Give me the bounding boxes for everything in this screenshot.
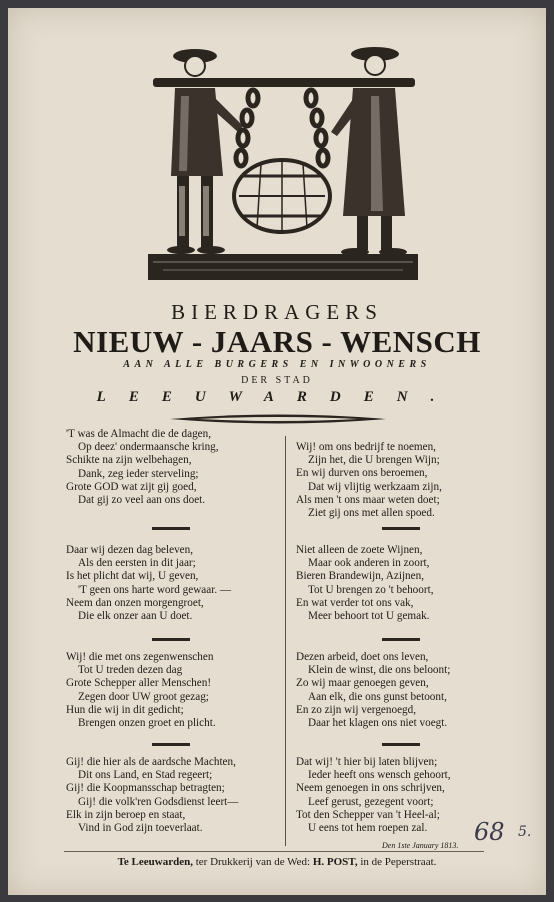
title-bierdragers: BIERDRAGERS	[171, 300, 383, 324]
stanza-right-2	[296, 544, 516, 623]
imprint-street: in de Peperstraat.	[357, 856, 437, 868]
verse-line: Dezen arbeid, doet ons leven,	[296, 651, 429, 663]
verse-line: Brengen onzen groet en plicht.	[78, 717, 216, 730]
verse-line: Gij! die Koopmansschap betragten;	[66, 782, 225, 795]
stanza-separator	[152, 638, 190, 641]
verse-line: Vind in God zijn toeverlaat.	[78, 822, 203, 835]
verse-line: Wij! die met ons zegenwenschen	[66, 651, 214, 663]
stanza-left-3	[66, 651, 278, 730]
verse-line: Aan elk, die ons gunst betoont,	[308, 690, 447, 703]
broadside-sheet	[8, 8, 546, 895]
verse-line: En wat verder tot ons vak,	[296, 596, 414, 609]
verse-line: Neem dan onzen morgengroet,	[66, 596, 204, 609]
verse-line: Gij! die volk'ren Godsdienst leert—	[78, 795, 239, 808]
imprint-place: Te Leeuwarden,	[117, 856, 193, 868]
verse-line: Grote Schepper aller Menschen!	[66, 677, 212, 690]
verse-line: En wij durven ons beroemen,	[296, 467, 428, 480]
verse-line: Meer behoort tot U gemak.	[308, 610, 430, 623]
verse-line: Hun die wij in dit gedicht;	[66, 703, 184, 716]
verse-line: Als men 't ons maar weten doet;	[296, 493, 440, 506]
subtitle-der-stad: DER STAD	[241, 375, 313, 386]
imprint-printer: ter Drukkerij van de Wed:	[192, 856, 313, 868]
verse-line: Ziet gij ons met allen spoed.	[308, 507, 435, 520]
verse-line: Daar het klagen ons niet voegt.	[308, 717, 448, 730]
title-nieuw-jaars-wensch: NIEUW - JAARS - WENSCH	[73, 324, 481, 359]
verse-line: Ieder heeft ons wensch gehoort,	[308, 769, 451, 782]
verse-line: Daar wij dezen dag beleven,	[66, 544, 194, 556]
verse-line: 'T geen ons harte word gewaar. —	[78, 583, 232, 596]
stanza-left-2	[66, 544, 278, 623]
stanza-left-1	[66, 428, 278, 507]
verse-line: Grote GOD wat zijt gij goed,	[66, 480, 197, 493]
verse-line: Zo wij maar genoegen geven,	[296, 677, 429, 690]
verse-line: Tot U brengen zo 't behoort,	[308, 583, 434, 596]
verse-line: Dit ons Land, en Stad regeert;	[78, 769, 213, 782]
verse-line: Is het plicht dat wij, U geven,	[66, 570, 199, 583]
woodcut-beer-porters-illustration	[143, 36, 423, 286]
verse-line: 'T was de Almacht die de dagen,	[66, 428, 212, 440]
stanza-right-3	[296, 651, 516, 730]
verse-line: Dat gij zo veel aan ons doet.	[78, 494, 206, 507]
verse-line: Klein de winst, die ons beloont;	[308, 664, 451, 677]
verse-line: Niet alleen de zoete Wijnen,	[296, 544, 423, 556]
subtitle-aan-alle-burgers: AAN ALLE BURGERS EN INWOONERS	[123, 359, 431, 370]
verse-line: Zijn het, die U brengen Wijn;	[308, 454, 440, 467]
verse-line: Dat wij! 't hier bij laten blijven;	[296, 756, 438, 768]
column-divider	[285, 436, 286, 846]
stanza-separator	[382, 743, 420, 746]
verse-line: Bieren Brandewijn, Azijnen,	[296, 570, 425, 583]
subtitle-leeuwarden: LEEUWARDEN.	[96, 389, 458, 405]
ornamental-rule	[168, 412, 388, 426]
stanza-right-1	[296, 441, 516, 520]
stanza-separator	[382, 527, 420, 530]
verse-line: Die elk onzer aan U doet.	[78, 610, 193, 623]
footer-rule	[64, 851, 484, 852]
verse-line: Als den eersten in dit jaar;	[78, 557, 196, 570]
verse-line: Dat wij vlijtig werkzaam zijn,	[308, 480, 442, 493]
verse-line: En zo zijn wij vergenoegd,	[296, 703, 417, 716]
verse-line: Tot den Schepper van 't Heel-al;	[296, 808, 440, 821]
verse-line: Elk in zijn beroep en staat,	[66, 808, 186, 821]
verse-line: Maar ook anderen in zoort,	[308, 557, 430, 570]
date-note: Den 1ste January 1813.	[382, 841, 459, 850]
verse-line: Op deez' ondermaansche kring,	[78, 441, 219, 454]
handwritten-suffix: 5.	[518, 824, 532, 840]
stanza-separator	[152, 743, 190, 746]
verse-line: Tot U treden dezen dag	[78, 664, 183, 677]
verse-line: U eens tot hem roepen zal.	[308, 822, 428, 835]
verse-line: Dank, zeg ieder sterveling;	[78, 467, 199, 480]
verse-line: Neem genoegen in ons schrijven,	[296, 782, 445, 795]
verse-line: Leef gerust, gezegent voort;	[308, 795, 434, 808]
imprint-name: H. POST,	[312, 856, 358, 868]
printer-imprint	[8, 856, 546, 868]
stanza-separator	[382, 638, 420, 641]
verse-line: Gij! die hier als de aardsche Machten,	[66, 756, 236, 768]
handwritten-number: 68	[474, 818, 505, 846]
verse-line: Schikte na zijn welbehagen,	[66, 454, 192, 467]
verse-line: Zegen door UW groot gezag;	[78, 690, 209, 703]
stanza-left-4	[66, 756, 278, 835]
verse-line: Wij! om ons bedrijf te noemen,	[296, 441, 436, 453]
stanza-separator	[152, 527, 190, 530]
